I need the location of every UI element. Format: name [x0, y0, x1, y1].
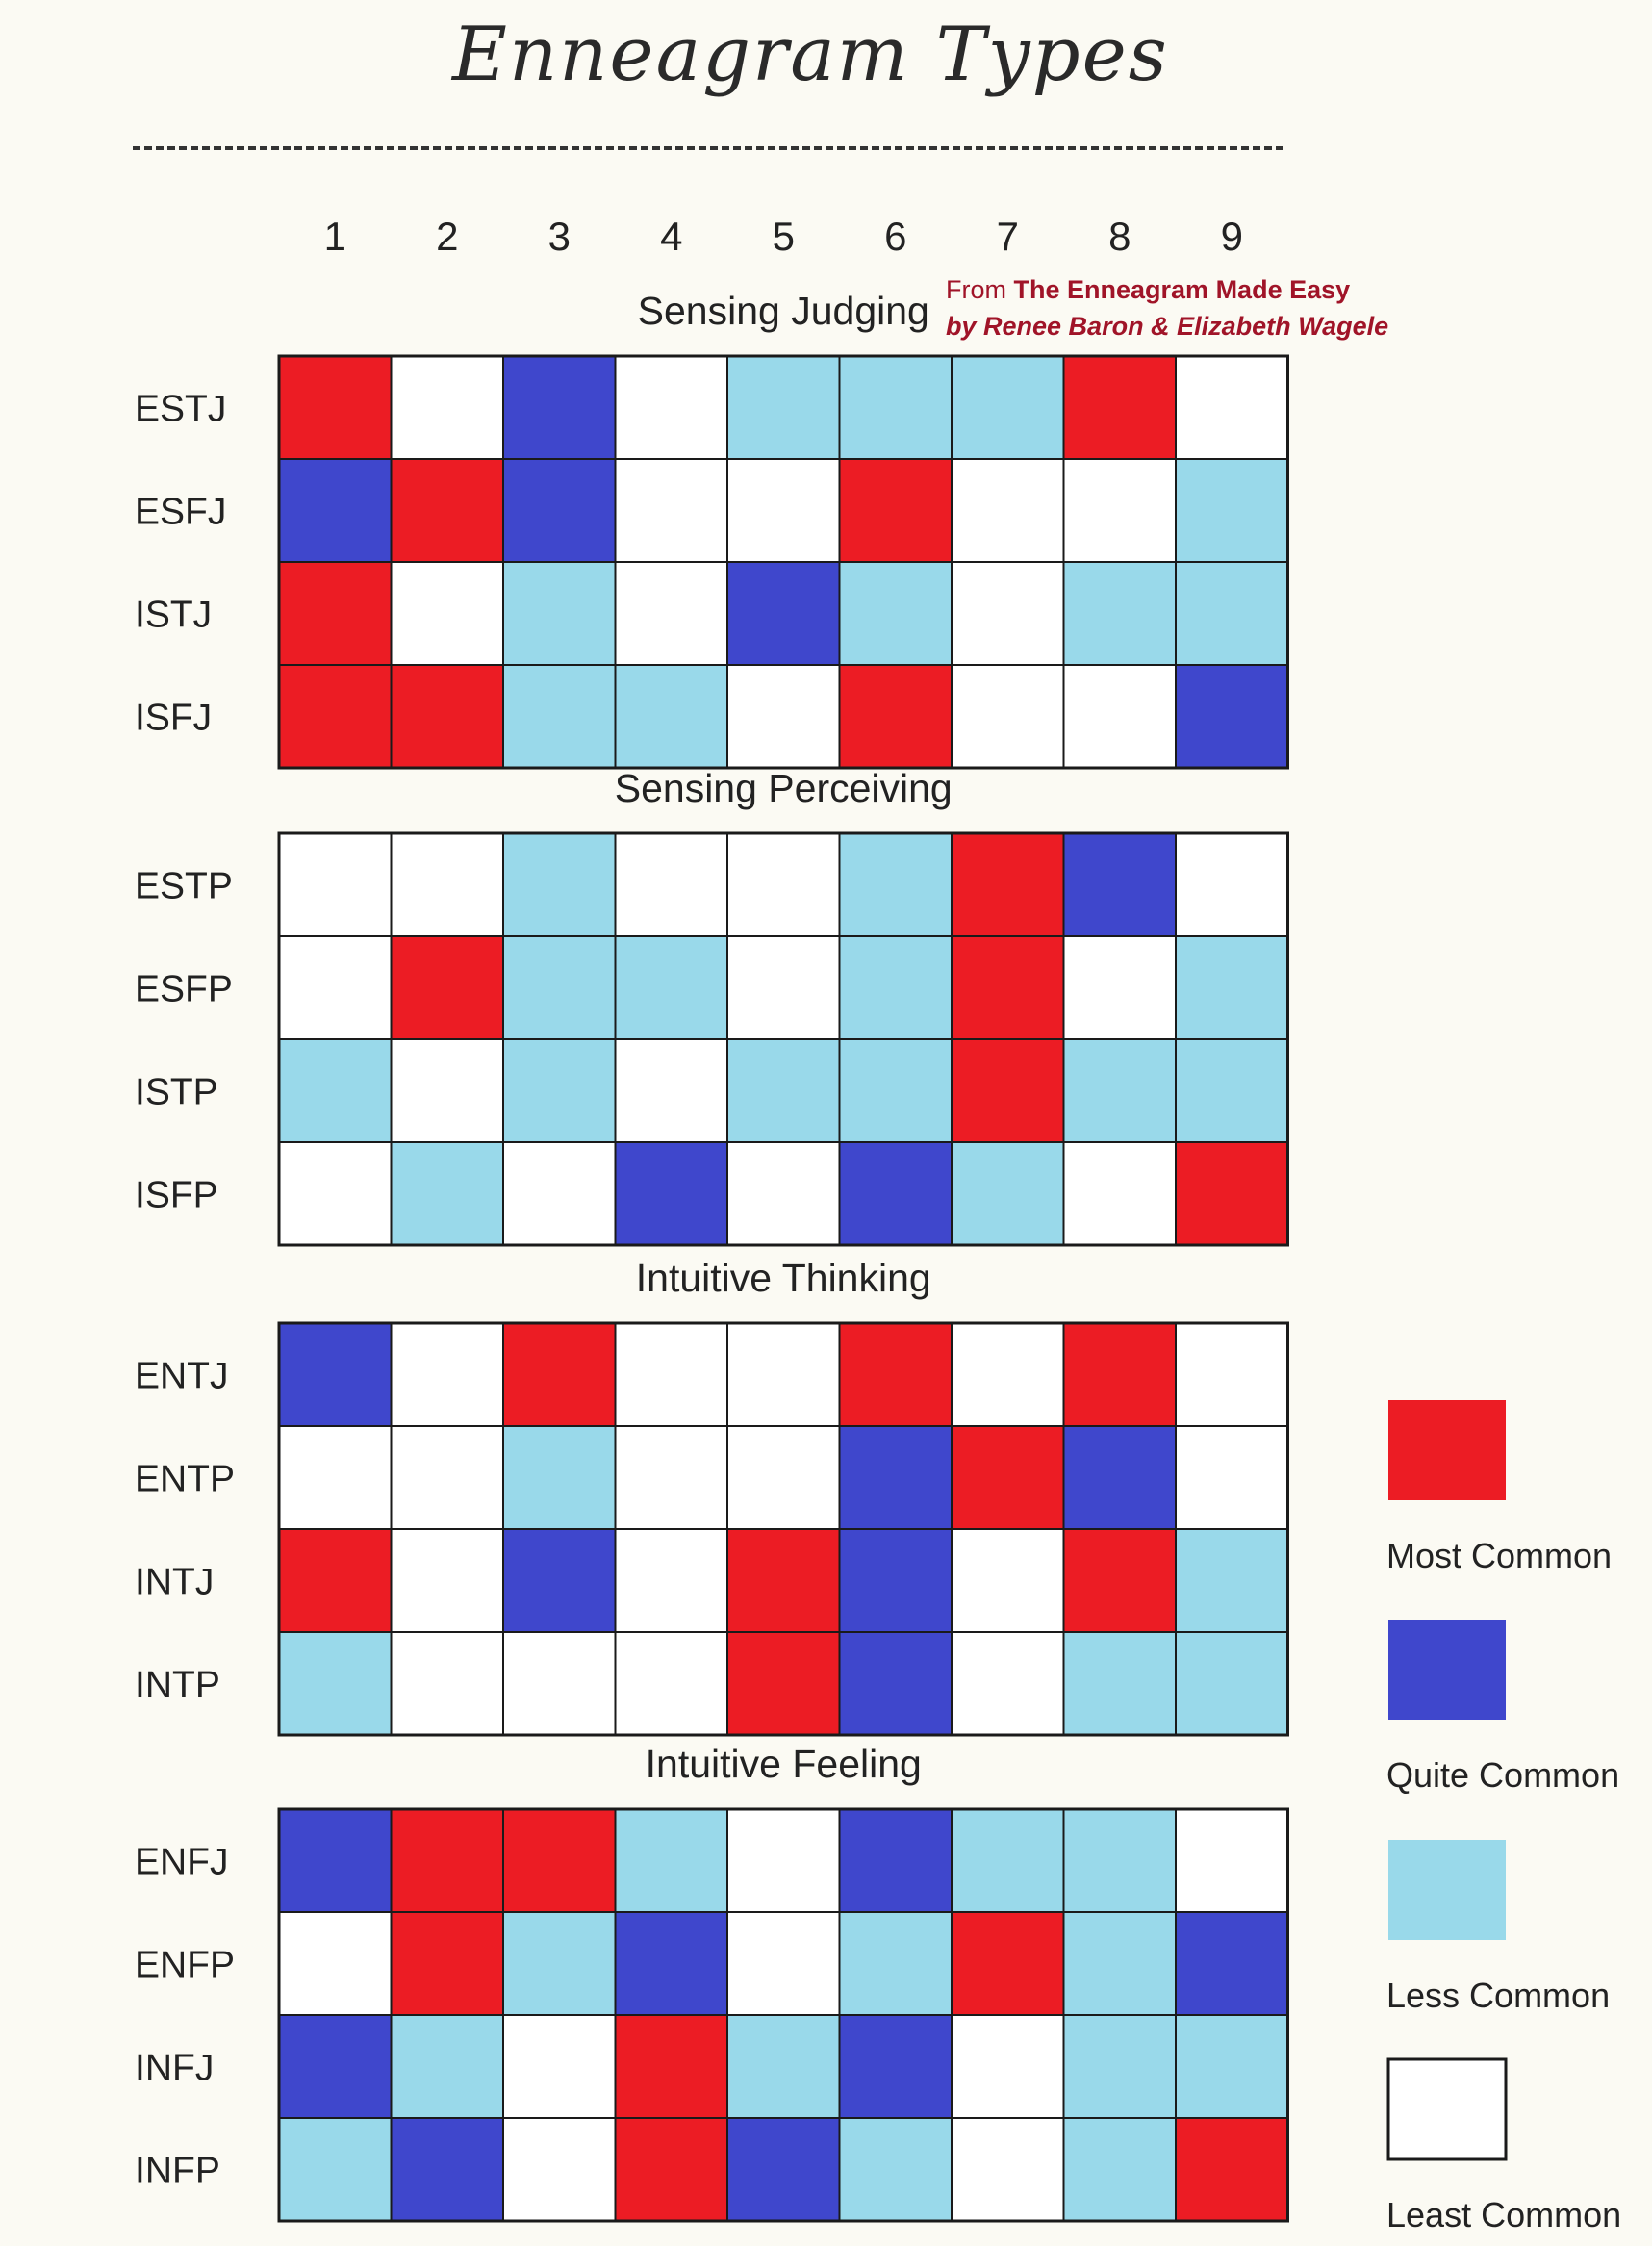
row-label: ENTP [135, 1458, 236, 1500]
heatmap-cell [1064, 1632, 1177, 1735]
row-label: ESTP [135, 865, 233, 907]
heatmap-cell [1064, 1323, 1177, 1426]
heatmap-cell [1176, 1142, 1288, 1245]
heatmap-cell [840, 1809, 953, 1912]
row-label: ESFJ [135, 491, 227, 533]
row-label: ISTJ [135, 594, 213, 636]
heatmap-cell [503, 665, 616, 768]
heatmap-cell [952, 1039, 1064, 1142]
heatmap-cell [1064, 1529, 1177, 1632]
group-title: Intuitive Thinking [635, 1256, 931, 1300]
heatmap-cell [392, 1912, 504, 2015]
heatmap-cell [1176, 1426, 1288, 1529]
heatmap-cell [840, 1529, 953, 1632]
legend-swatch [1388, 1840, 1506, 1940]
heatmap-cell [840, 833, 953, 936]
heatmap-cell [1176, 1632, 1288, 1735]
legend-label: Least Common [1386, 2195, 1622, 2234]
heatmap-cell [952, 2118, 1064, 2221]
heatmap-cell [503, 2118, 616, 2221]
heatmap-cell [503, 1632, 616, 1735]
row-label: ESFP [135, 968, 233, 1010]
heatmap-cell [952, 1912, 1064, 2015]
row-label: INFJ [135, 2047, 215, 2089]
heatmap-cell [392, 1039, 504, 1142]
heatmap-cell [279, 2015, 392, 2118]
row-label: INTJ [135, 1561, 215, 1603]
column-label: 2 [436, 214, 459, 259]
legend-swatch [1388, 2059, 1506, 2159]
heatmap-cell [279, 665, 392, 768]
heatmap-cell [503, 2015, 616, 2118]
heatmap-cell [1176, 1039, 1288, 1142]
heatmap-cell [727, 1632, 840, 1735]
heatmap-cell [616, 1809, 728, 1912]
row-label: ISFJ [135, 697, 213, 739]
heatmap-cell [616, 2118, 728, 2221]
heatmap-cell [279, 1039, 392, 1142]
heatmap-cell [279, 1142, 392, 1245]
legend-swatch [1388, 1400, 1506, 1500]
heatmap-cell [1176, 459, 1288, 562]
heatmap-cell [279, 833, 392, 936]
heatmap-cell [1064, 2118, 1177, 2221]
heatmap-cell [727, 1323, 840, 1426]
row-label: ENTJ [135, 1355, 229, 1397]
heatmap-cell [727, 1039, 840, 1142]
column-label: 4 [660, 214, 683, 259]
heatmap-cell [1064, 562, 1177, 665]
column-label: 7 [996, 214, 1019, 259]
heatmap-cell [616, 833, 728, 936]
heatmap-cell [616, 1632, 728, 1735]
heatmap-cell [840, 2118, 953, 2221]
page-title: Enneagram Types [452, 12, 1169, 98]
column-label: 9 [1220, 214, 1243, 259]
row-label: INFP [135, 2150, 220, 2192]
heatmap-cell [392, 562, 504, 665]
heatmap-cell [1176, 1529, 1288, 1632]
source-book: The Enneagram Made Easy [1013, 275, 1351, 304]
heatmap-cell [279, 1529, 392, 1632]
heatmap-cell [952, 665, 1064, 768]
heatmap-cell [392, 1529, 504, 1632]
heatmap-cell [727, 459, 840, 562]
heatmap-cell [840, 1426, 953, 1529]
heatmap-cell [727, 562, 840, 665]
source-from: From [946, 275, 1006, 304]
legend-label: Quite Common [1386, 1755, 1620, 1795]
row-label: ISTP [135, 1071, 218, 1113]
heatmap-cell [503, 356, 616, 459]
heatmap-cell [279, 1426, 392, 1529]
heatmap-cell [616, 2015, 728, 2118]
heatmap-cell [616, 356, 728, 459]
heatmap-cell [952, 459, 1064, 562]
heatmap-cell [503, 1323, 616, 1426]
heatmap-cell [616, 665, 728, 768]
heatmap-cell [616, 562, 728, 665]
legend-swatch [1388, 1620, 1506, 1720]
column-label: 5 [772, 214, 795, 259]
heatmap-cell [840, 1632, 953, 1735]
heatmap-cell [952, 1142, 1064, 1245]
heatmap-cell [1064, 936, 1177, 1039]
heatmap-cell [279, 1632, 392, 1735]
heatmap-cell [392, 936, 504, 1039]
heatmap-cell [727, 1529, 840, 1632]
row-label: ENFJ [135, 1841, 229, 1883]
heatmap-cell [727, 665, 840, 768]
group-title: Sensing Judging [637, 289, 929, 333]
heatmap-cell [279, 2118, 392, 2221]
heatmap-cell [616, 1426, 728, 1529]
heatmap-cell [952, 1809, 1064, 1912]
heatmap-cell [840, 459, 953, 562]
heatmap-cell [1176, 1809, 1288, 1912]
heatmap-cell [840, 1039, 953, 1142]
heatmap-cell [840, 1912, 953, 2015]
heatmap-cell [840, 562, 953, 665]
heatmap-cell [727, 833, 840, 936]
heatmap-cell [727, 1912, 840, 2015]
heatmap-cell [503, 562, 616, 665]
heatmap-cell [1176, 833, 1288, 936]
group-title: Sensing Perceiving [614, 766, 953, 810]
heatmap-cell [727, 2015, 840, 2118]
heatmap-cell [616, 459, 728, 562]
heatmap-cell [279, 1323, 392, 1426]
row-label: INTP [135, 1664, 220, 1706]
heatmap-cell [952, 1426, 1064, 1529]
heatmap-cell [392, 1632, 504, 1735]
column-label: 6 [884, 214, 907, 259]
heatmap-cell [279, 936, 392, 1039]
heatmap-cell [952, 1632, 1064, 1735]
heatmap-cell [952, 833, 1064, 936]
heatmap-cell [392, 2118, 504, 2221]
heatmap-cell [392, 833, 504, 936]
column-label: 1 [323, 214, 346, 259]
heatmap-cell [1064, 1426, 1177, 1529]
heatmap-cell [727, 356, 840, 459]
heatmap-cell [616, 1323, 728, 1426]
heatmap-cell [392, 1323, 504, 1426]
heatmap-cell [727, 1142, 840, 1245]
heatmap-cell [503, 1142, 616, 1245]
heatmap-cell [1176, 2015, 1288, 2118]
heatmap-cell [1176, 1912, 1288, 2015]
heatmap-cell [840, 2015, 953, 2118]
group-title: Intuitive Feeling [645, 1742, 922, 1786]
row-label: ISFP [135, 1174, 218, 1216]
heatmap-cell [503, 1809, 616, 1912]
heatmap-cell [952, 2015, 1064, 2118]
heatmap-cell [840, 665, 953, 768]
heatmap-cell [1176, 665, 1288, 768]
heatmap-cell [392, 665, 504, 768]
heatmap-cell [392, 356, 504, 459]
legend-label: Most Common [1386, 1536, 1613, 1575]
heatmap-cell [279, 562, 392, 665]
heatmap-cell [1064, 459, 1177, 562]
heatmap-cell [952, 356, 1064, 459]
heatmap-cell [279, 1809, 392, 1912]
heatmap-cell [1064, 1142, 1177, 1245]
heatmap-cell [616, 1142, 728, 1245]
heatmap-cell [503, 1039, 616, 1142]
row-label: ENFP [135, 1944, 236, 1986]
heatmap-cell [503, 936, 616, 1039]
heatmap-cell [727, 936, 840, 1039]
heatmap-cell [727, 2118, 840, 2221]
heatmap-cell [1064, 665, 1177, 768]
heatmap-cell [503, 833, 616, 936]
heatmap-cell [1176, 356, 1288, 459]
row-label: ESTJ [135, 388, 227, 430]
heatmap-cell [392, 459, 504, 562]
heatmap-cell [616, 936, 728, 1039]
heatmap-cell [727, 1809, 840, 1912]
heatmap-cell [616, 1529, 728, 1632]
heatmap-cell [392, 1809, 504, 1912]
heatmap-cell [1176, 1323, 1288, 1426]
heatmap-cell [952, 936, 1064, 1039]
heatmap-cell [503, 459, 616, 562]
heatmap-cell [503, 1912, 616, 2015]
heatmap-cell [1064, 1039, 1177, 1142]
heatmap-cell [1064, 833, 1177, 936]
heatmap-cell [503, 1426, 616, 1529]
legend-label: Less Common [1386, 1976, 1611, 2015]
heatmap-cell [952, 1323, 1064, 1426]
heatmap-cell [840, 1142, 953, 1245]
heatmap-cell [279, 459, 392, 562]
heatmap-cell [952, 562, 1064, 665]
column-label: 8 [1108, 214, 1131, 259]
heatmap-cell [503, 1529, 616, 1632]
heatmap-cell [392, 1142, 504, 1245]
heatmap-cell [1064, 2015, 1177, 2118]
column-label: 3 [547, 214, 571, 259]
heatmap-cell [1176, 936, 1288, 1039]
heatmap-cell [616, 1039, 728, 1142]
heatmap-cell [392, 1426, 504, 1529]
heatmap-cell [279, 356, 392, 459]
heatmap-cell [1064, 1912, 1177, 2015]
heatmap-cell [1176, 2118, 1288, 2221]
source-authors: by Renee Baron & Elizabeth Wagele [946, 312, 1389, 341]
heatmap-cell [279, 1912, 392, 2015]
heatmap-cell [392, 2015, 504, 2118]
heatmap-cell [616, 1912, 728, 2015]
heatmap-cell [1064, 1809, 1177, 1912]
heatmap-cell [840, 936, 953, 1039]
heatmap-cell [1176, 562, 1288, 665]
heatmap-cell [952, 1529, 1064, 1632]
heatmap-cell [840, 1323, 953, 1426]
heatmap-cell [840, 356, 953, 459]
heatmap-cell [1064, 356, 1177, 459]
heatmap-cell [727, 1426, 840, 1529]
